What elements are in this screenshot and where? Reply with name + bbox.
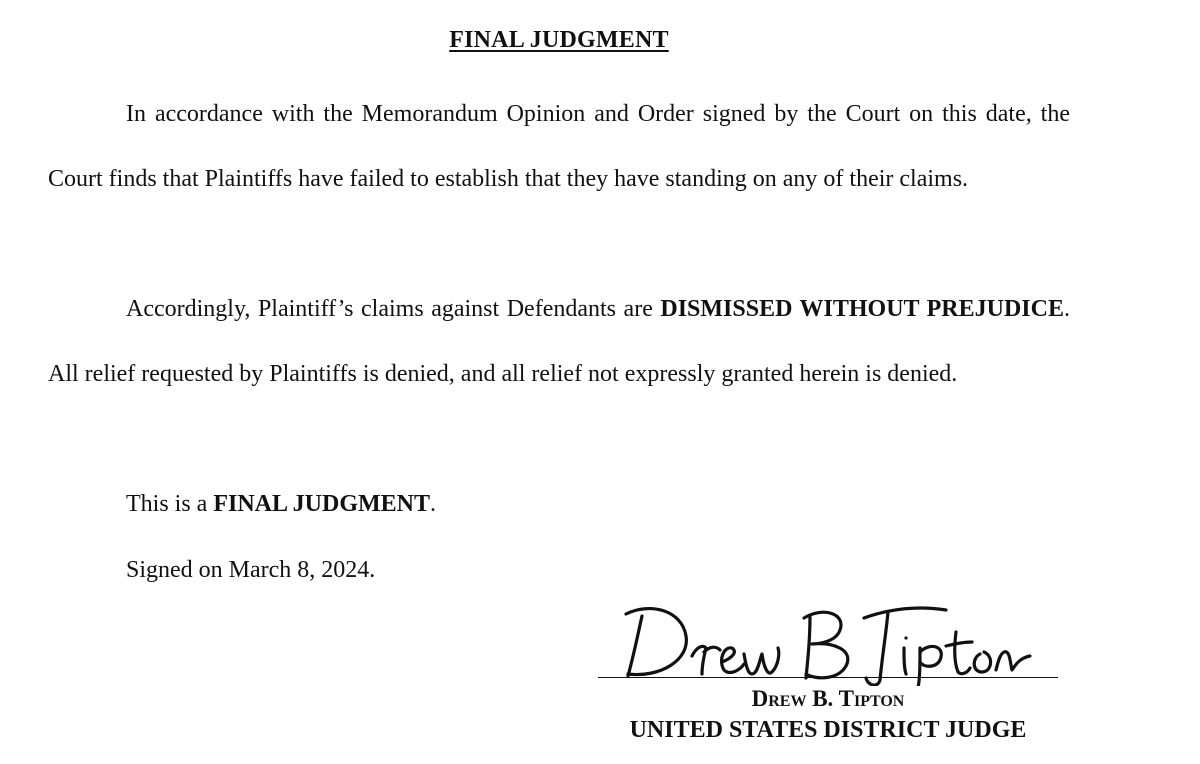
signature-line bbox=[598, 677, 1058, 678]
handwritten-signature bbox=[620, 598, 1040, 686]
paragraph-dismissal-text-2: . All relief requested by Plaintiffs is denied, and all relief not expressly granted herein is denied. bbox=[48, 296, 1070, 387]
paragraph-dismissal bbox=[48, 277, 1070, 407]
paragraph-final-text-2: . bbox=[430, 491, 437, 517]
paragraph-final bbox=[48, 472, 1070, 537]
document-title: FINAL JUDGMENT bbox=[449, 27, 669, 53]
paragraph-dismissal-text-1: Accordingly, Plaintiff’s claims against Defendants are bbox=[126, 296, 661, 322]
judge-name: Drew B. Tipton bbox=[751, 686, 905, 711]
signed-date-line: Signed on March 8, 2024. bbox=[126, 557, 376, 583]
paragraph-findings: In accordance with the Memorandum Opinion and Order signed by the Court on this date, the Court finds that Plaintiffs have failed to establish that they have standing on any of their claims. bbox=[48, 101, 1070, 192]
judge-title: UNITED STATES DISTRICT JUDGE bbox=[629, 717, 1027, 743]
final-judgment-emphasis: FINAL JUDGMENT bbox=[213, 491, 431, 517]
dismissal-ruling: DISMISSED WITHOUT PREJUDICE bbox=[660, 296, 1064, 322]
paragraph-final-text-1: This is a bbox=[126, 491, 214, 517]
